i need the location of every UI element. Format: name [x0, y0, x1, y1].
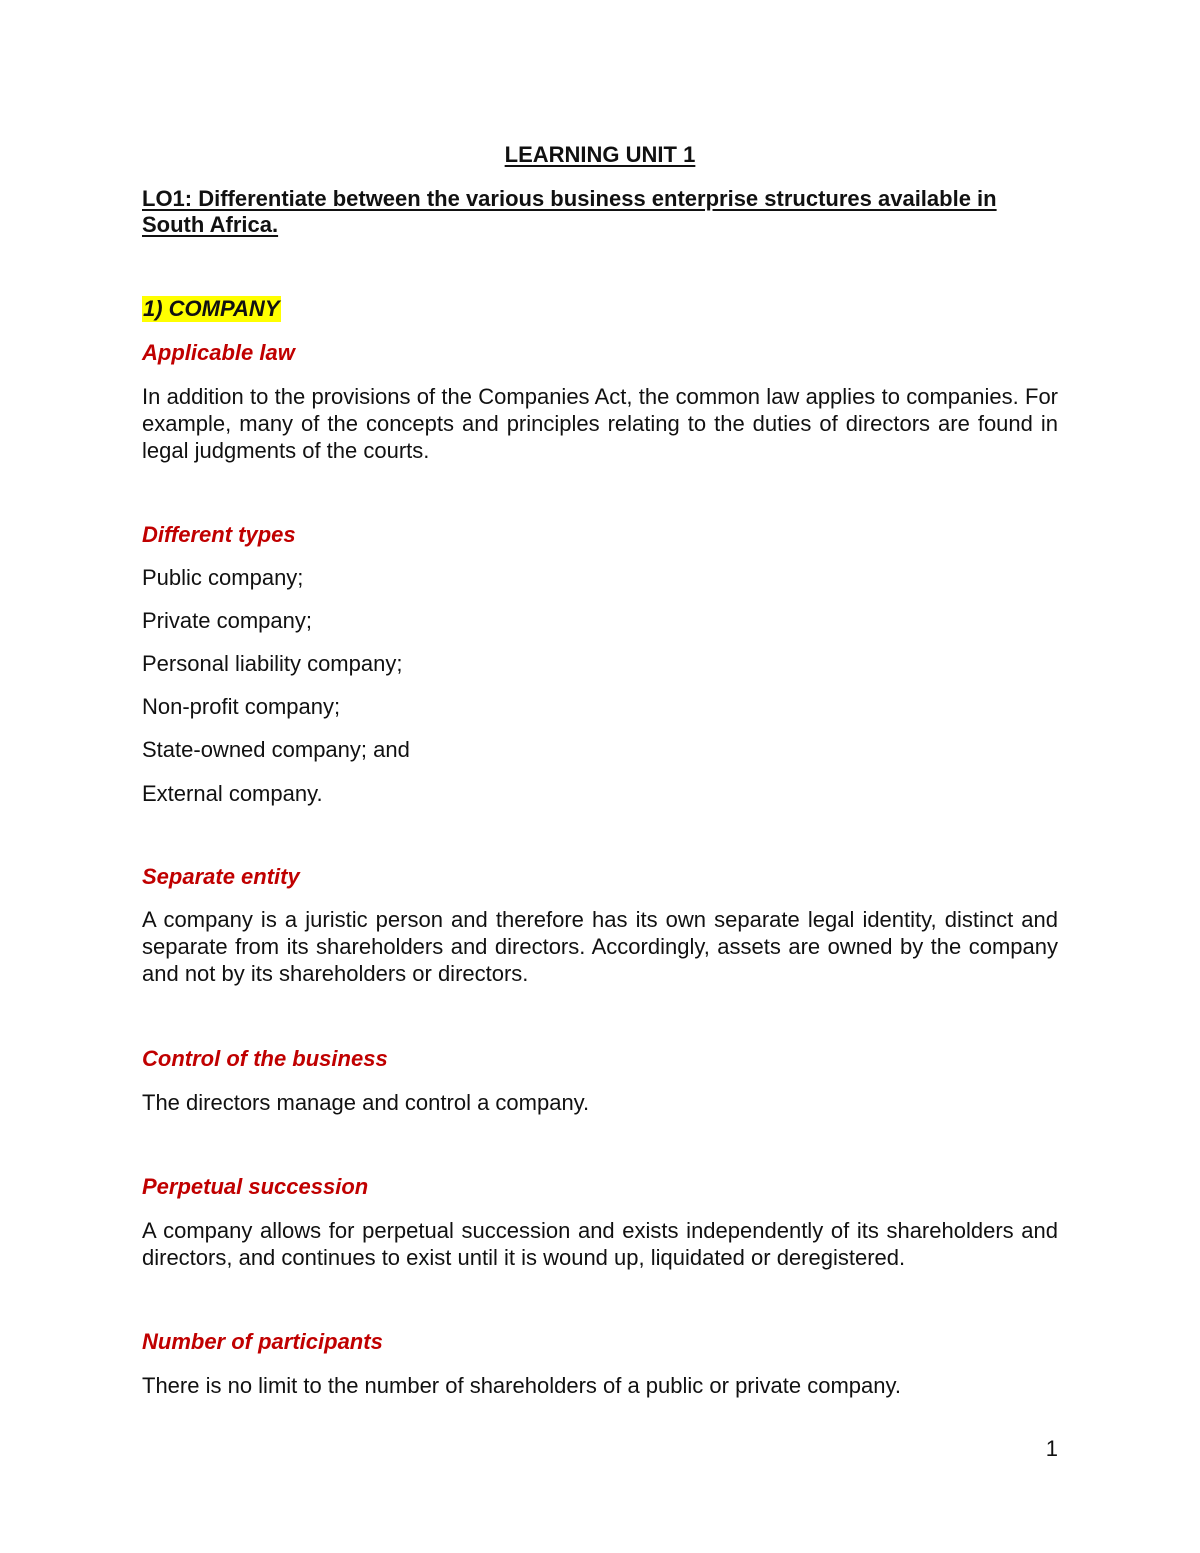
section-heading-company: 1) COMPANY: [143, 296, 280, 321]
paragraph-number-of-participants: There is no limit to the number of shareholders of a public or private company.: [142, 1373, 901, 1398]
list-item: Public company;: [142, 565, 304, 590]
subheading-perpetual-succession: Perpetual succession: [142, 1174, 369, 1199]
list-item: Non-profit company;: [142, 694, 341, 719]
paragraph-control: The directors manage and control a company.: [142, 1090, 590, 1115]
paragraph-separate-entity: A company is a juristic person and therefore has its own separate legal identity, distinct and separate from its shareholders and directors. Accordingly, assets are owned by the company and not by its shareholders or directors.: [142, 907, 1058, 986]
document-title: LEARNING UNIT 1: [504, 142, 696, 167]
list-item: State-owned company; and: [142, 737, 410, 762]
learning-objective: LO1: Differentiate between the various business enterprise structures available in South Africa.: [142, 186, 997, 237]
paragraph-perpetual-succession: A company allows for perpetual succession and exists independently of its shareholders and directors, and continues to exist until it is wound up, liquidated or deregistered.: [142, 1218, 1058, 1270]
page-number: 1: [1045, 1436, 1058, 1461]
subheading-different-types: Different types: [142, 522, 296, 547]
list-item: Personal liability company;: [142, 651, 403, 676]
subheading-number-of-participants: Number of participants: [142, 1329, 383, 1354]
paragraph-applicable-law: In addition to the provisions of the Companies Act, the common law applies to companies. For example, many of the concepts and principles relating to the duties of directors are found in legal judgments of the courts.: [142, 384, 1058, 463]
subheading-applicable-law: Applicable law: [142, 340, 295, 365]
list-item: Private company;: [142, 608, 312, 633]
subheading-control: Control of the business: [142, 1046, 388, 1071]
list-item: External company.: [142, 781, 323, 806]
subheading-separate-entity: Separate entity: [142, 864, 300, 889]
